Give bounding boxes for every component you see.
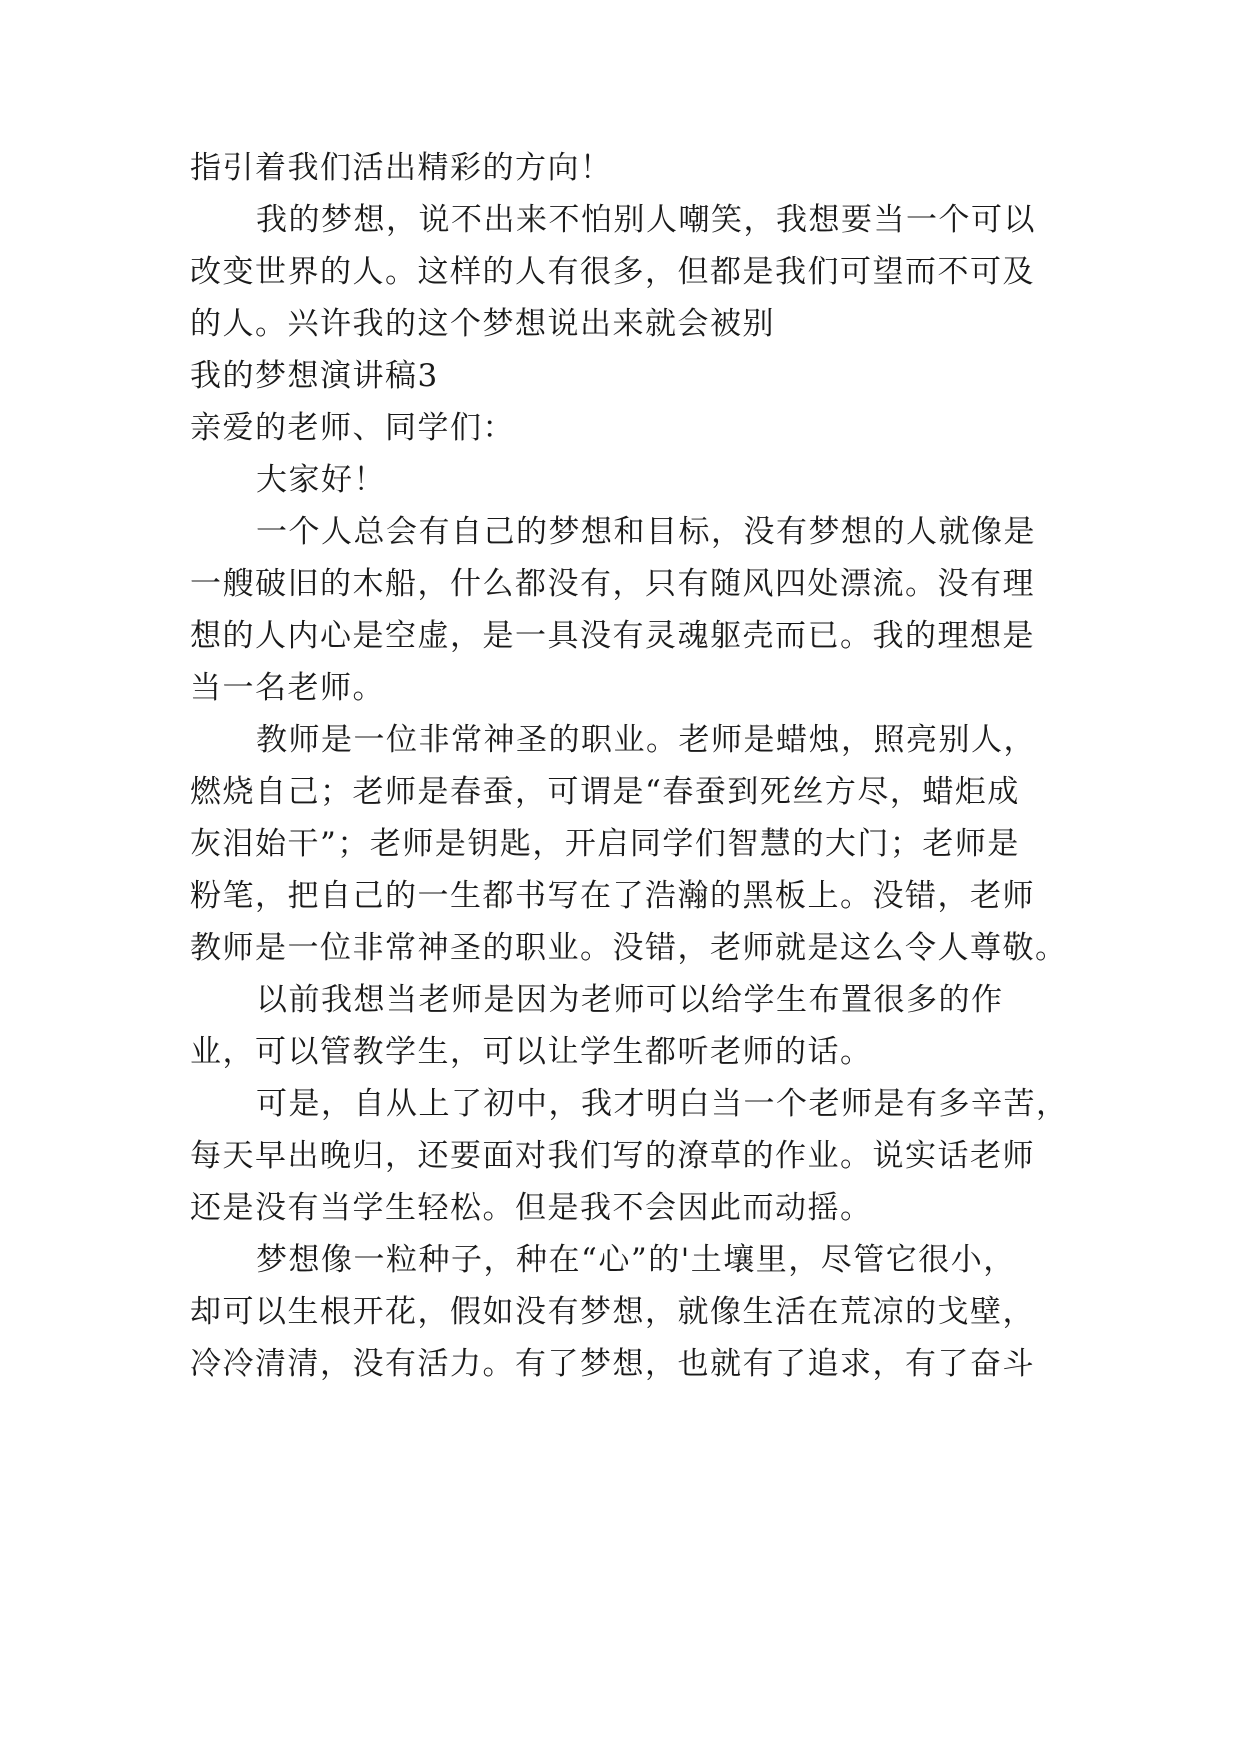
text-line-17: 以前我想当老师是因为老师可以给学生布置很多的作 [256,982,1004,1018]
text-line-2: 我的梦想，说不出来不怕别人嘲笑，我想要当一个可以 [256,202,1036,238]
text-line-15: 粉笔，把自己的一生都书写在了浩瀚的黑板上。没错，老师 [190,878,1035,914]
greeting: 大家好！ [256,462,386,498]
text-line-19: 可是，自从上了初中，我才明白当一个老师是有多辛苦， [256,1086,1069,1122]
text-line-1: 指引着我们活出精彩的方向！ [190,150,613,186]
text-line-11: 当一名老师。 [190,670,385,706]
text-line-8: 一个人总会有自己的梦想和目标，没有梦想的人就像是 [256,514,1036,550]
salutation: 亲爱的老师、同学们： [190,410,515,446]
text-line-12: 教师是一位非常神圣的职业。老师是蜡烛，照亮别人， [256,722,1036,758]
text-line-10: 想的人内心是空虚，是一具没有灵魂躯壳而已。我的理想是 [190,618,1035,654]
text-line-13: 燃烧自己；老师是春蚕，可谓是“春蚕到死丝方尽，蜡炬成 [190,774,1020,810]
text-line-4: 的人。兴许我的这个梦想说出来就会被别 [190,306,775,342]
text-line-20: 每天早出晚归，还要面对我们写的潦草的作业。说实话老师 [190,1138,1035,1174]
text-line-3: 改变世界的人。这样的人有很多，但都是我们可望而不可及 [190,254,1035,290]
text-line-18: 业，可以管教学生，可以让学生都听老师的话。 [190,1034,873,1070]
section-title: 我的梦想演讲稿3 [190,358,439,394]
text-line-16: 教师是一位非常神圣的职业。没错，老师就是这么令人尊敬。 [190,930,1068,966]
text-line-24: 冷冷清清，没有活力。有了梦想，也就有了追求，有了奋斗 [190,1346,1035,1382]
text-line-22: 梦想像一粒种子，种在“心”的'土壤里，尽管它很小， [256,1242,1016,1278]
text-line-23: 却可以生根开花，假如没有梦想，就像生活在荒凉的戈壁， [190,1294,1035,1330]
text-line-21: 还是没有当学生轻松。但是我不会因此而动摇。 [190,1190,873,1226]
text-line-9: 一艘破旧的木船，什么都没有，只有随风四处漂流。没有理 [190,566,1035,602]
text-line-14: 灰泪始干”；老师是钥匙，开启同学们智慧的大门；老师是 [190,826,1020,862]
